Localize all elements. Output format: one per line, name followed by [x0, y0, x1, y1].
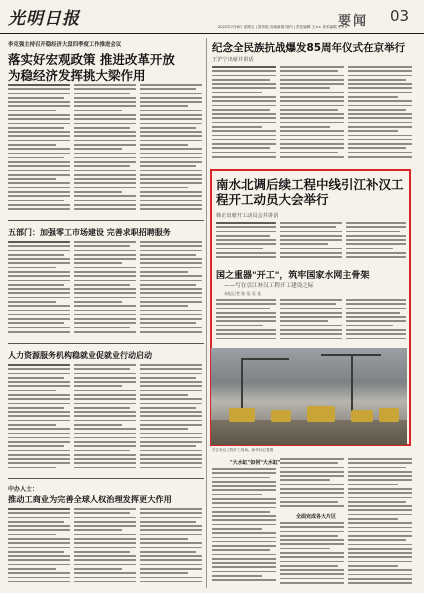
construction-photo	[211, 348, 407, 445]
featured-subhead: 韩正出席开工动员会并讲话	[216, 213, 279, 219]
featured-col-1	[216, 222, 276, 262]
lead-text-col-2	[74, 84, 136, 216]
masthead	[0, 0, 424, 34]
featured-col-3	[346, 222, 406, 262]
feature-article-headline: 国之重器"开工"，筑牢国家水网主骨架	[216, 271, 370, 281]
feature-col-3	[346, 299, 406, 344]
page-number: 03	[390, 7, 410, 25]
feature-col-2	[280, 299, 342, 344]
anniversary-col-1	[212, 66, 276, 164]
feature-col-1	[216, 299, 276, 344]
newspaper-logo: 光明日报	[8, 9, 80, 29]
lower-right-col-3	[348, 458, 412, 588]
story-four-kicker: 中办人士：	[8, 486, 39, 493]
story-two-col-1	[8, 241, 70, 339]
story-two-col-3	[140, 241, 202, 339]
anniversary-col-3	[348, 66, 412, 164]
featured-col-2	[280, 222, 342, 262]
story-three-headline: 人力资源服务机构稳就业促就业行动启动	[8, 351, 152, 360]
anniversary-subhead: 王沪宁出席并讲话	[212, 57, 254, 63]
lower-right-col-1	[212, 468, 276, 588]
story-four-col-1	[8, 508, 70, 588]
sidebar-box-2-title: 全面完成各大片区	[296, 514, 337, 520]
lead-text-col-3	[140, 84, 202, 216]
anniversary-col-2	[280, 66, 344, 164]
story-two-col-2	[74, 241, 136, 339]
story-four-col-3	[140, 508, 202, 588]
lower-right-col-2b	[280, 522, 344, 588]
feature-article-subhead: ——写在引江补汉工程开工建设之际	[224, 283, 314, 289]
story-three-col-2	[74, 364, 136, 474]
story-four-col-2	[74, 508, 136, 588]
lead-text-col-1	[8, 84, 70, 216]
issue-meta: 2022年7月8日 星期五 | 国务院·各地新闻·国内 | 责任编辑 王×× 美术编辑 王××	[218, 25, 348, 29]
feature-article-byline: 本报记者 陈 某 袁 某	[224, 291, 262, 296]
story-three-col-3	[140, 364, 202, 474]
column-divider	[206, 38, 207, 588]
sidebar-box-1-title: "大水缸"如何"大水缸"	[230, 460, 281, 466]
section-name: 要闻	[338, 14, 369, 29]
featured-headline: 南水北调后续工程中线引江补汉工程开工动员大会举行	[216, 177, 404, 207]
story-three-col-1	[8, 364, 70, 474]
lead-headline-1: 落实好宏观政策 推进改革开放	[8, 52, 175, 67]
divider	[8, 220, 204, 221]
story-four-headline: 推动工商业为完善全球人权治理发挥更大作用	[8, 494, 172, 504]
divider	[8, 343, 204, 344]
lower-right-col-2a	[280, 458, 344, 510]
lead-headline-2: 为稳经济发挥挑大梁作用	[8, 68, 146, 83]
divider	[8, 478, 204, 479]
anniversary-headline: 纪念全民族抗战爆发85周年仪式在京举行	[212, 42, 406, 54]
lead-kicker: 李克强主持召开稳经济大盘四季度工作推进会议	[8, 42, 122, 48]
story-two-headline: 五部门：加强零工市场建设 完善求职招聘服务	[8, 228, 171, 237]
photo-caption: 引江补汉工程开工现场。新华社记者摄	[212, 448, 274, 452]
